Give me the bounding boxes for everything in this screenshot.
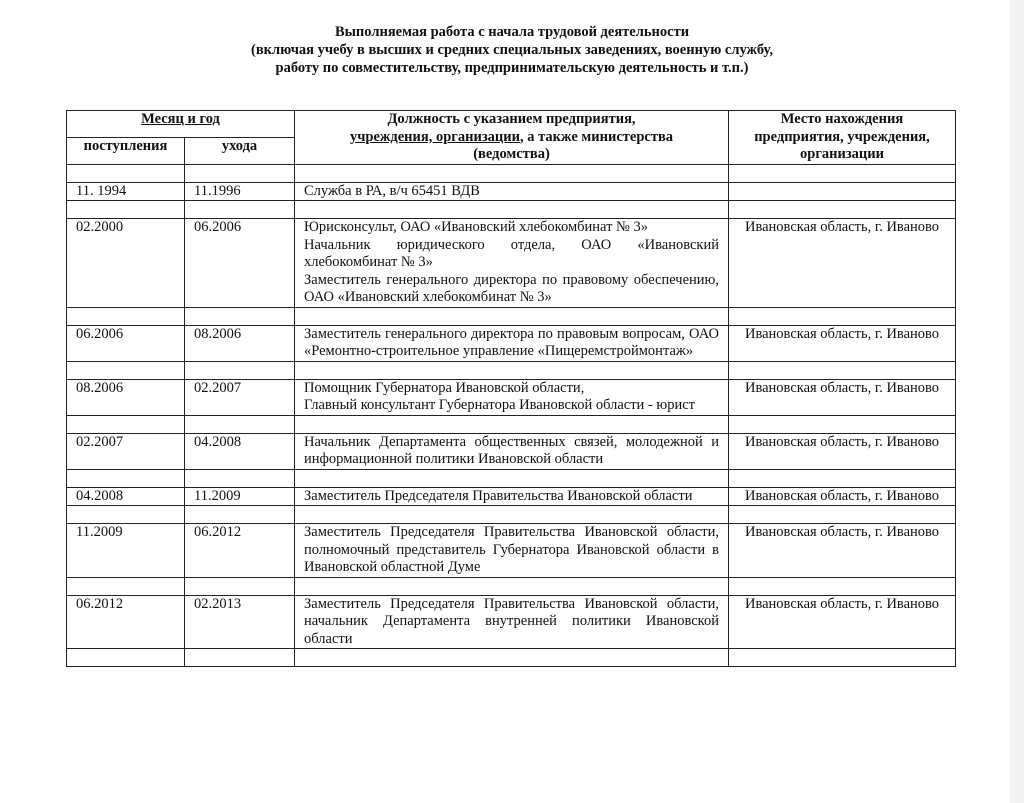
- spacer-cell: [729, 415, 956, 433]
- spacer-cell: [729, 577, 956, 595]
- start-date-cell: 06.2006: [67, 325, 185, 361]
- header-end: ухода: [185, 137, 295, 164]
- document-heading: [0, 23, 1024, 77]
- spacer-cell: [67, 361, 185, 379]
- table-row: [67, 219, 956, 308]
- end-date-cell: 06.2012: [185, 524, 295, 578]
- table-row: [67, 524, 956, 578]
- position-line: Заместитель Председателя Правительства Ивановской области: [304, 487, 693, 504]
- spacer-row: [67, 307, 956, 325]
- spacer-cell: [67, 506, 185, 524]
- spacer-cell: [295, 415, 729, 433]
- spacer-cell: [67, 201, 185, 219]
- position-line: Главный консультант Губернатора Ивановской области - юрист: [304, 397, 696, 413]
- end-date-cell: 04.2008: [185, 433, 295, 469]
- spacer-cell: [295, 469, 729, 487]
- heading-line-2: (включая учебу в высших и средних специальных заведениях, военную службу,: [251, 42, 773, 58]
- table-row: [67, 325, 956, 361]
- position-line: Заместитель генерального директора по правовому обеспечению, ОАО «Ивановский хлебокомбинат № 3»: [304, 271, 719, 305]
- spacer-cell: [295, 361, 729, 379]
- spacer-cell: [729, 307, 956, 325]
- start-date-cell: 08.2006: [67, 379, 185, 415]
- start-date-cell: 11. 1994: [67, 182, 185, 201]
- position-cell: [295, 524, 729, 578]
- heading-line-1: Выполняемая работа с начала трудовой деятельности: [334, 24, 690, 40]
- end-date-cell: 02.2007: [185, 379, 295, 415]
- spacer-cell: [295, 201, 729, 219]
- start-date-cell: 04.2008: [67, 487, 185, 506]
- spacer-cell: [295, 649, 729, 667]
- spacer-row: [67, 649, 956, 667]
- spacer-row: [67, 164, 956, 182]
- position-line: Заместитель Председателя Правительства Ивановской области, полномочный представитель Губернатора Ивановской области в Ивановской областной Думе: [304, 524, 719, 575]
- position-line: Помощник Губернатора Ивановской области,: [304, 379, 585, 396]
- header-row-top: [67, 111, 956, 138]
- position-cell: [295, 433, 729, 469]
- spacer-cell: [185, 506, 295, 524]
- position-cell: [295, 379, 729, 415]
- position-line: Служба в РА, в/ч 65451 ВДВ: [304, 182, 480, 199]
- spacer-cell: [729, 469, 956, 487]
- location-cell: Ивановская область, г. Иваново: [729, 487, 956, 506]
- spacer-cell: [185, 469, 295, 487]
- spacer-cell: [185, 307, 295, 325]
- spacer-cell: [67, 164, 185, 182]
- heading-line-3: работу по совместительству, предпринимательскую деятельность и т.п.): [275, 60, 749, 76]
- spacer-row: [67, 361, 956, 379]
- location-cell: [729, 182, 956, 201]
- spacer-cell: [729, 506, 956, 524]
- spacer-cell: [729, 649, 956, 667]
- end-date-cell: 06.2006: [185, 219, 295, 308]
- table-row: [67, 595, 956, 649]
- spacer-cell: [729, 361, 956, 379]
- location-cell: Ивановская область, г. Иваново: [729, 325, 956, 361]
- start-date-cell: 02.2007: [67, 433, 185, 469]
- location-cell: Ивановская область, г. Иваново: [729, 379, 956, 415]
- position-cell: [295, 595, 729, 649]
- spacer-cell: [295, 577, 729, 595]
- spacer-row: [67, 469, 956, 487]
- position-cell: [295, 219, 729, 308]
- spacer-cell: [185, 201, 295, 219]
- table-row: [67, 433, 956, 469]
- position-line: Заместитель генерального директора по правовым вопросам, ОАО «Ремонтно-строительное управление «Пищеремстроймонтаж»: [304, 325, 719, 359]
- location-cell: Ивановская область, г. Иваново: [729, 524, 956, 578]
- spacer-row: [67, 415, 956, 433]
- table-row: [67, 379, 956, 415]
- spacer-cell: [185, 164, 295, 182]
- start-date-cell: 06.2012: [67, 595, 185, 649]
- spacer-cell: [729, 201, 956, 219]
- position-line: Заместитель Председателя Правительства Ивановской области, начальник Департамента внутренней политики Ивановской области: [304, 595, 719, 647]
- position-cell: [295, 182, 729, 201]
- header-location: Место нахождения предприятия, учреждения, организации: [729, 111, 956, 165]
- table-row: [67, 182, 956, 201]
- start-date-cell: 02.2000: [67, 219, 185, 308]
- spacer-cell: [185, 577, 295, 595]
- spacer-cell: [295, 164, 729, 182]
- spacer-cell: [67, 307, 185, 325]
- spacer-row: [67, 577, 956, 595]
- end-date-cell: 08.2006: [185, 325, 295, 361]
- header-start: поступления: [67, 137, 185, 164]
- spacer-cell: [295, 307, 729, 325]
- spacer-row: [67, 506, 956, 524]
- position-cell: [295, 487, 729, 506]
- position-line: Начальник юридического отдела, ОАО «Ивановский хлебокомбинат № 3»: [304, 236, 719, 270]
- location-cell: Ивановская область, г. Иваново: [729, 595, 956, 649]
- spacer-cell: [67, 469, 185, 487]
- header-position: Должность с указанием предприятия, учреждения, организации, а также министерства (ведомства): [295, 111, 729, 165]
- spacer-cell: [729, 164, 956, 182]
- table-row: [67, 487, 956, 506]
- location-cell: Ивановская область, г. Иваново: [729, 433, 956, 469]
- location-cell: Ивановская область, г. Иваново: [729, 219, 956, 308]
- header-month-year: Месяц и год: [67, 111, 295, 138]
- position-line: Юрисконсульт, ОАО «Ивановский хлебокомбинат № 3»: [304, 219, 649, 235]
- end-date-cell: 02.2013: [185, 595, 295, 649]
- spacer-row: [67, 201, 956, 219]
- start-date-cell: 11.2009: [67, 524, 185, 578]
- position-line: Начальник Департамента общественных связей, молодежной и информационной политики Ивановской области: [304, 433, 719, 467]
- employment-table: [66, 110, 956, 667]
- spacer-cell: [295, 506, 729, 524]
- position-cell: [295, 325, 729, 361]
- spacer-cell: [185, 361, 295, 379]
- spacer-cell: [185, 649, 295, 667]
- spacer-cell: [67, 577, 185, 595]
- spacer-cell: [67, 415, 185, 433]
- spacer-cell: [67, 649, 185, 667]
- end-date-cell: 11.2009: [185, 487, 295, 506]
- spacer-cell: [185, 415, 295, 433]
- end-date-cell: 11.1996: [185, 182, 295, 201]
